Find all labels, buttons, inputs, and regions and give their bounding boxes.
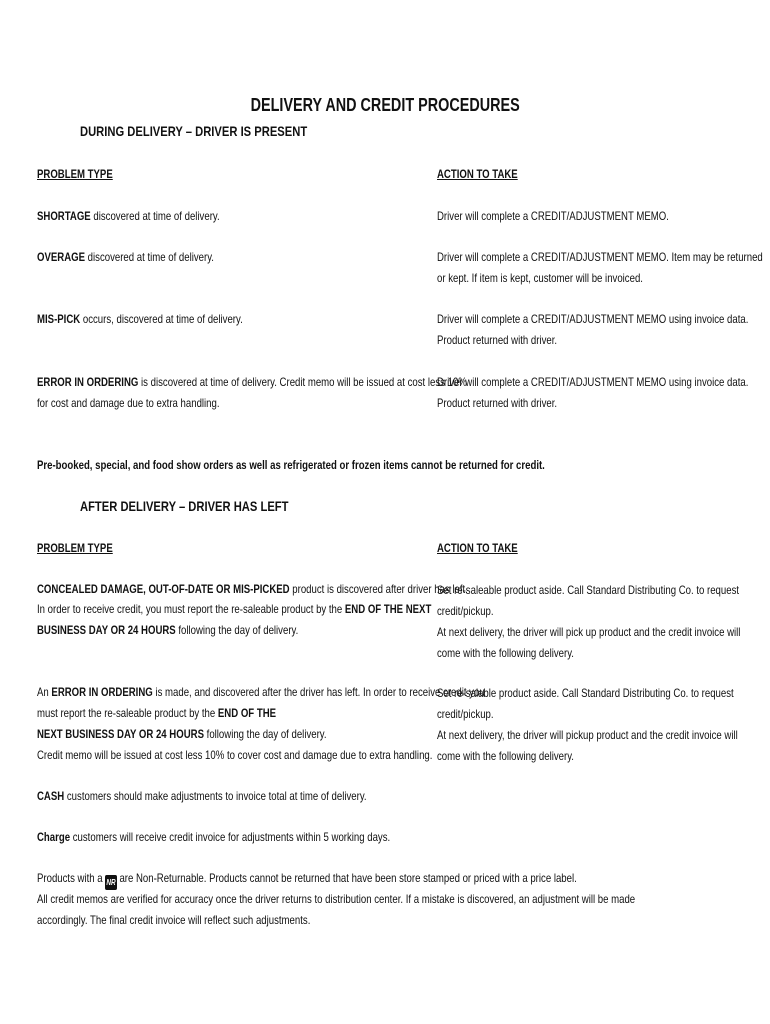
- after-action-header: ACTION TO TAKE: [437, 541, 518, 555]
- shortage-problem: SHORTAGE discovered at time of delivery.: [37, 209, 220, 223]
- nr-badge-icon: NR: [105, 875, 117, 890]
- after-error-problem-line-2: must report the re-saleable product by the END OF THE: [37, 706, 277, 720]
- during-error-action-line-2: Product returned with driver.: [437, 396, 558, 410]
- page-title: DELIVERY AND CREDIT PROCEDURES: [250, 95, 520, 115]
- during-delivery-heading: DURING DELIVERY – DRIVER IS PRESENT: [80, 123, 308, 139]
- overage-problem: OVERAGE discovered at time of delivery.: [37, 250, 214, 264]
- credit-memo-verification-line-2: accordingly. The final credit invoice will reflect such adjustments.: [37, 913, 311, 927]
- concealed-problem-line-2: In order to receive credit, you must report the re-saleable product by the END OF THE NEXT: [37, 602, 432, 616]
- during-error-action-line-1: Driver will complete a CREDIT/ADJUSTMENT MEMO using invoice data.: [437, 375, 749, 389]
- concealed-action-line-2: credit/pickup.: [437, 604, 494, 618]
- after-error-action-line-2: credit/pickup.: [437, 707, 494, 721]
- concealed-action-line-4: come with the following delivery.: [437, 646, 574, 660]
- after-error-action-line-3: At next delivery, the driver will pickup product and the credit invoice will: [437, 728, 738, 742]
- mispick-problem: MIS-PICK occurs, discovered at time of delivery.: [37, 312, 243, 326]
- after-error-problem-line-1: An ERROR IN ORDERING is made, and discovered after the driver has left. In order to receive credit you: [37, 685, 485, 699]
- after-error-problem-line-3: NEXT BUSINESS DAY OR 24 HOURS following the day of delivery.: [37, 727, 327, 741]
- overage-action-line-2: or kept. If item is kept, customer will be invoiced.: [437, 271, 643, 285]
- concealed-action-line-3: At next delivery, the driver will pick up product and the credit invoice will: [437, 625, 741, 639]
- after-error-problem-line-4: Credit memo will be issued at cost less 10% to cover cost and damage due to extra handling.: [37, 748, 433, 762]
- credit-memo-verification-line-1: All credit memos are verified for accuracy once the driver returns to distribution center. If a mistake is discovered, an adjustment will be made: [37, 892, 636, 906]
- shortage-action: Driver will complete a CREDIT/ADJUSTMENT MEMO.: [437, 209, 669, 223]
- concealed-problem-line-3: BUSINESS DAY OR 24 HOURS following the day of delivery.: [37, 623, 299, 637]
- non-returnable-products-line-1: Products with a NR are Non-Returnable. Products cannot be returned that have been store stamped or priced with a price label.: [37, 871, 712, 890]
- concealed-problem-line-1: CONCEALED DAMAGE, OUT-OF-DATE OR MIS-PICKED product is discovered after driver has left.: [37, 582, 468, 596]
- cash-customers-note: CASH customers should make adjustments to invoice total at time of delivery.: [37, 789, 367, 803]
- charge-customers-note: Charge customers will receive credit invoice for adjustments within 5 working days.: [37, 830, 391, 844]
- during-error-problem-line-1: ERROR IN ORDERING is discovered at time of delivery. Credit memo will be issued at cost less 10%: [37, 375, 467, 389]
- mispick-action-line-1: Driver will complete a CREDIT/ADJUSTMENT MEMO using invoice data.: [437, 312, 749, 326]
- concealed-action-line-1: Set re-saleable product aside. Call Standard Distributing Co. to request: [437, 583, 740, 597]
- overage-action-line-1: Driver will complete a CREDIT/ADJUSTMENT MEMO. Item may be returned: [437, 250, 763, 264]
- during-error-problem-line-2: for cost and damage due to extra handling.: [37, 396, 220, 410]
- during-problem-type-header: PROBLEM TYPE: [37, 167, 113, 181]
- during-action-header: ACTION TO TAKE: [437, 167, 518, 181]
- after-error-action-line-1: Set re-salable product aside. Call Standard Distributing Co. to request: [437, 686, 734, 700]
- non-returnable-note: Pre-booked, special, and food show orders as well as refrigerated or frozen items cannot be returned for credit.: [37, 458, 545, 472]
- mispick-action-line-2: Product returned with driver.: [437, 333, 558, 347]
- after-problem-type-header: PROBLEM TYPE: [37, 541, 113, 555]
- after-delivery-heading: AFTER DELIVERY – DRIVER HAS LEFT: [80, 498, 289, 514]
- after-error-action-line-4: come with the following delivery.: [437, 749, 574, 763]
